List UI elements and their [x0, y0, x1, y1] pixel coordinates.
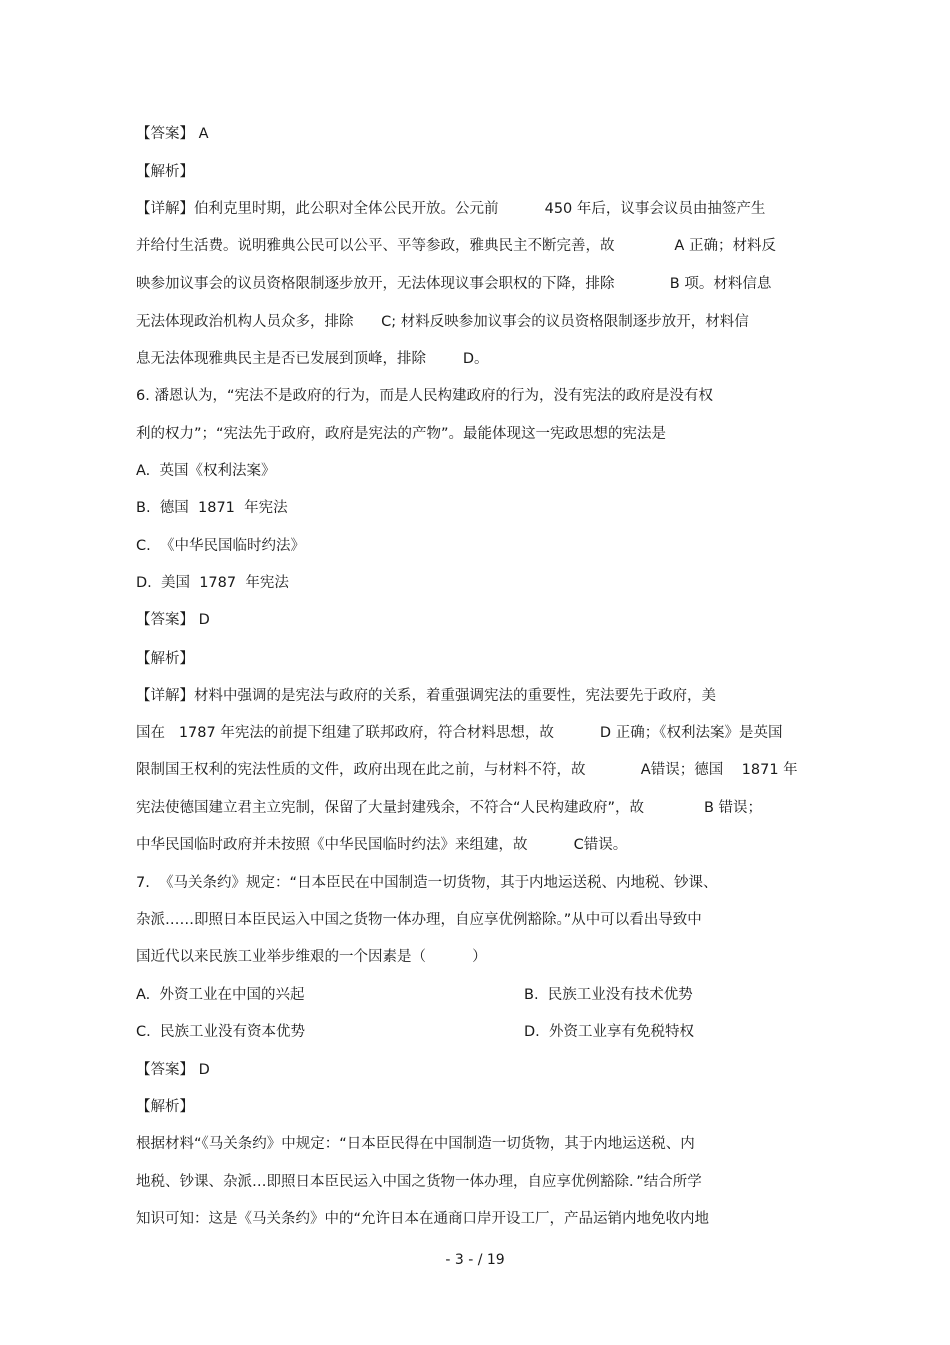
detail-line: 国在 1787 年宪法的前提下组建了联邦政府，符合材料思想，故 D 正确；《权利法案》是英国 [136, 725, 783, 741]
question-stem: 6. 潘恩认为，“宪法不是政府的行为，而是人民构建政府的行为，没有宪法的政府是没有权 [136, 388, 713, 404]
detail-line: 并给付生活费。说明雅典公民可以公平、平等参政，雅典民主不断完善，故 A 正确；材料反 [136, 238, 776, 254]
analysis-label: 【解析】 [136, 651, 194, 667]
answer-line: 【答案】 A [136, 126, 209, 142]
detail-line: 宪法使德国建立君主立宪制，保留了大量封建残余，不符合“人民构建政府”，故 B 错误； [136, 800, 762, 816]
question-stem: 7. 《马关条约》规定：“日本臣民在中国制造一切货物，其于内地运送税、内地税、钞课、 [136, 875, 718, 891]
analysis-label: 【解析】 [136, 164, 194, 180]
option-b: B. 民族工业没有技术优势 [524, 987, 693, 1003]
detail-line: 映参加议事会的议员资格限制逐步放开，无法体现议事会职权的下降，排除 B 项。材料信息 [136, 276, 772, 292]
question-stem: 国近代以来民族工业举步维艰的一个因素是（ ） [136, 949, 487, 965]
option-c: C. 民族工业没有资本优势 [136, 1024, 305, 1040]
detail-line: 根据材料“《马关条约》中规定：“日本臣民得在中国制造一切货物，其于内地运送税、内 [136, 1136, 695, 1152]
question-stem: 杂派……即照日本臣民运入中国之货物一体办理，自应享优例豁除。”从中可以看出导致中 [136, 912, 702, 928]
page-number: - 3 - / 19 [445, 1252, 505, 1268]
detail-line: 限制国王权利的宪法性质的文件，政府出现在此之前，与材料不符，故 A错误；德国 1871 年 [136, 762, 798, 778]
detail-line: 中华民国临时政府并未按照《中华民国临时约法》来组建，故 C错误。 [136, 837, 628, 853]
detail-line: 地税、钞课、杂派…即照日本臣民运入中国之货物一体办理，自应享优例豁除．”结合所学 [136, 1174, 702, 1190]
detail-line: 知识可知：这是《马关条约》中的“允许日本在通商口岸开设工厂，产品运销内地免收内地 [136, 1211, 710, 1227]
detail-line: 【详解】材料中强调的是宪法与政府的关系，着重强调宪法的重要性，宪法要先于政府，美 [136, 688, 716, 704]
option-b: B. 德国 1871 年宪法 [136, 500, 288, 516]
answer-line: 【答案】 D [136, 612, 210, 628]
option-a: A. 外资工业在中国的兴起 [136, 987, 305, 1003]
detail-line: 【详解】伯利克里时期，此公职对全体公民开放。公元前 450 年后，议事会议员由抽签产生 [136, 201, 766, 217]
answer-line: 【答案】 D [136, 1062, 210, 1078]
detail-line: 息无法体现雅典民主是否已发展到顶峰，排除 D。 [136, 351, 489, 367]
detail-line: 无法体现政治机构人员众多，排除 C; 材料反映参加议事会的议员资格限制逐步放开，材料信 [136, 314, 749, 330]
option-d: D. 美国 1787 年宪法 [136, 575, 289, 591]
analysis-label: 【解析】 [136, 1099, 194, 1115]
option-a: A. 英国《权利法案》 [136, 463, 276, 479]
question-stem: 利的权力”；“宪法先于政府，政府是宪法的产物”。最能体现这一宪政思想的宪法是 [136, 426, 667, 442]
option-d: D. 外资工业享有免税特权 [524, 1024, 694, 1040]
option-c: C. 《中华民国临时约法》 [136, 538, 305, 554]
